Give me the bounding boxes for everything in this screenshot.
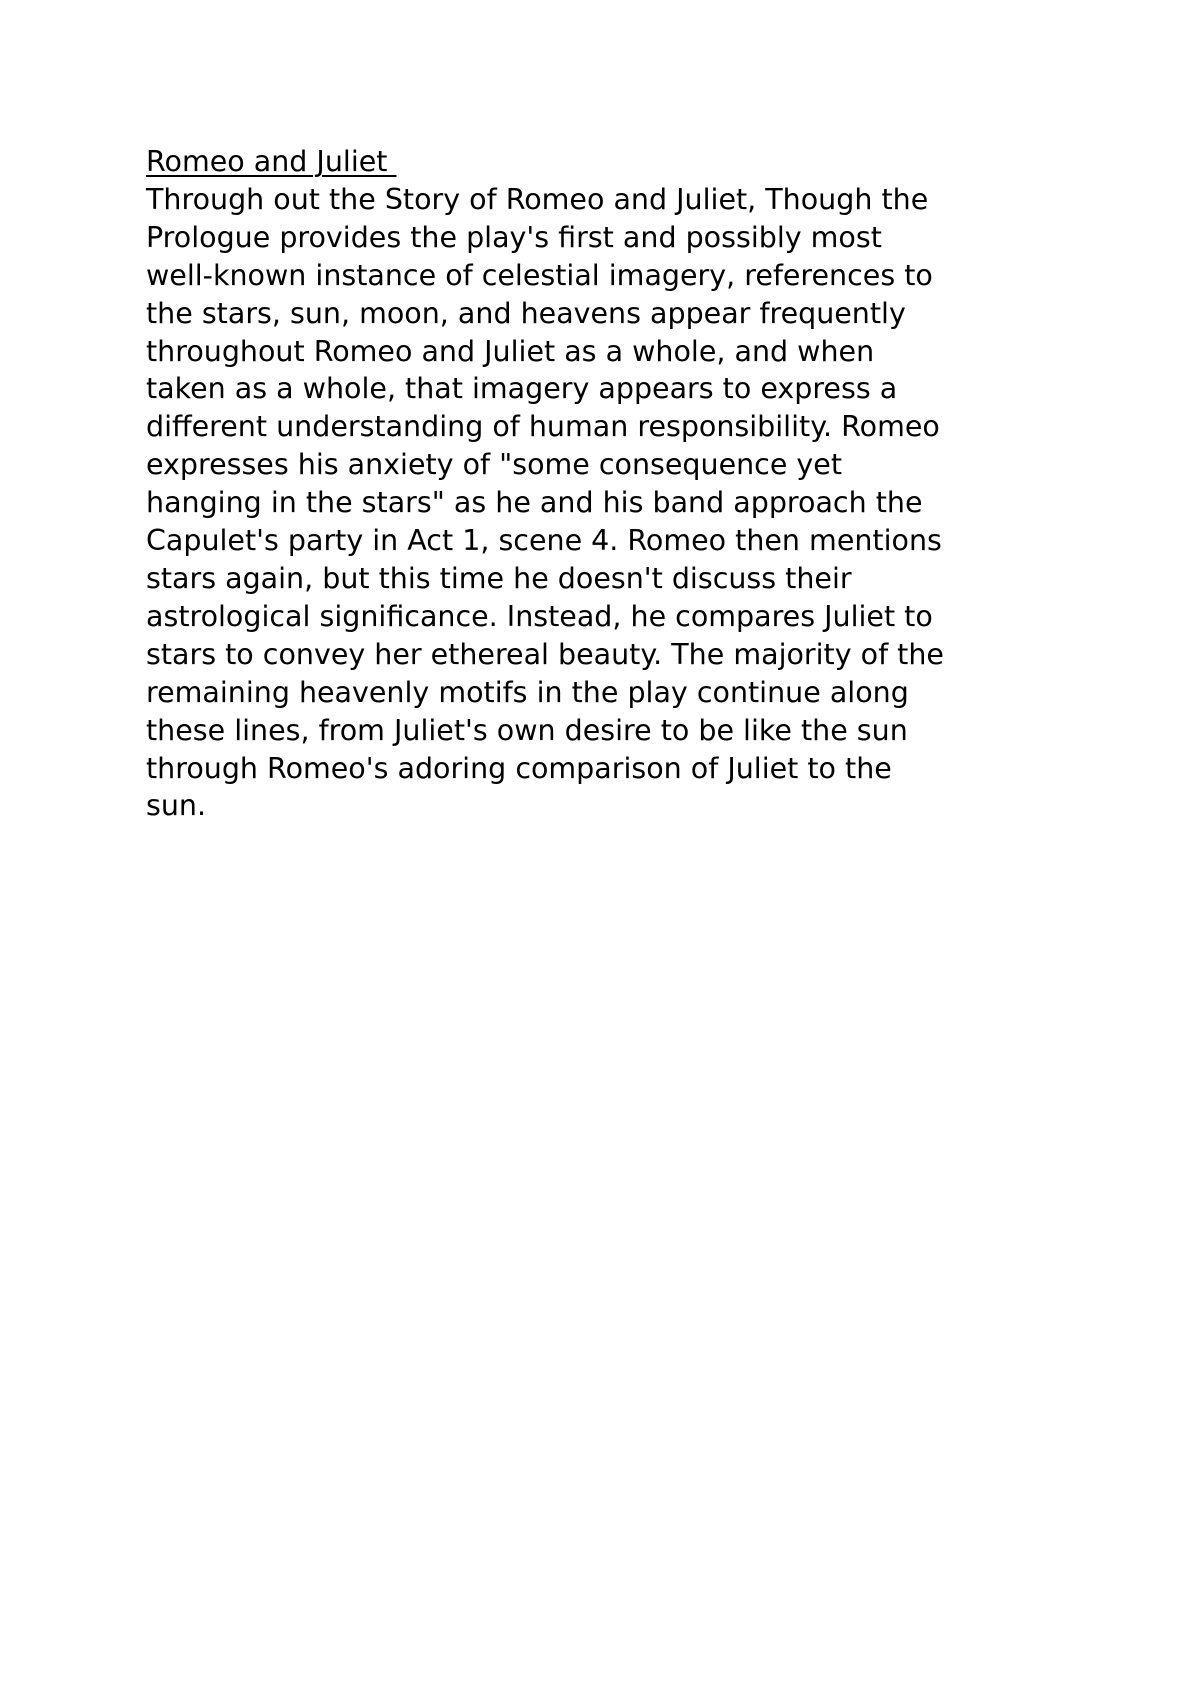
paragraph-line: Prologue provides the play's first and possibly most bbox=[146, 220, 882, 254]
paragraph-line: Capulet's party in Act 1, scene 4. Romeo then mentions bbox=[146, 524, 942, 558]
document-body bbox=[146, 143, 1076, 825]
paragraph bbox=[146, 181, 1076, 825]
paragraph-line: through Romeo's adoring comparison of Juliet to the bbox=[146, 751, 892, 785]
document-title: Romeo and Juliet bbox=[146, 145, 397, 178]
paragraph-line: stars to convey her ethereal beauty. The majority of the bbox=[146, 637, 944, 671]
paragraph-line: Through out the Story of Romeo and Juliet, Though the bbox=[146, 182, 929, 216]
paragraph-line: sun. bbox=[146, 789, 207, 823]
paragraph-line: expresses his anxiety of "some consequence yet bbox=[146, 448, 843, 482]
paragraph-line: taken as a whole, that imagery appears to express a bbox=[146, 372, 898, 406]
paragraph-line: hanging in the stars" as he and his band approach the bbox=[146, 486, 923, 520]
paragraph-line: well-known instance of celestial imagery, references to bbox=[146, 258, 933, 292]
paragraph-line: remaining heavenly motifs in the play continue along bbox=[146, 675, 909, 709]
paragraph-line: the stars, sun, moon, and heavens appear frequently bbox=[146, 296, 906, 330]
paragraph-line: astrological significance. Instead, he compares Juliet to bbox=[146, 599, 933, 633]
paragraph-line: these lines, from Juliet's own desire to be like the sun bbox=[146, 713, 908, 747]
paragraph-line: different understanding of human responsibility. Romeo bbox=[146, 410, 940, 444]
paragraph-line: stars again, but this time he doesn't discuss their bbox=[146, 561, 852, 595]
paragraph-line: throughout Romeo and Juliet as a whole, and when bbox=[146, 334, 875, 368]
